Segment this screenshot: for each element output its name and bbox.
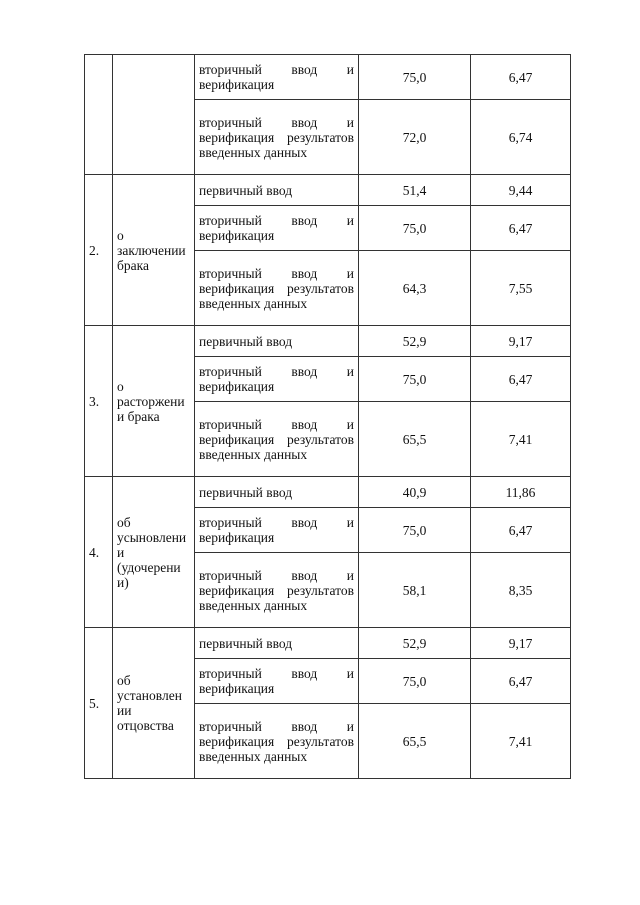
operation-cell: первичный ввод: [195, 628, 359, 659]
row-number: 5.: [85, 628, 113, 779]
row-number: [85, 55, 113, 175]
value-cell: 9,17: [471, 326, 571, 357]
record-type: о расторжени и брака: [113, 326, 195, 477]
value-cell: 9,44: [471, 175, 571, 206]
norms-table: [84, 54, 571, 779]
operation-cell: вторичный ввод и верификация: [195, 55, 359, 100]
value-cell: 64,3: [359, 251, 471, 326]
operation-cell: вторичный ввод и верификация результатов введенных данных: [195, 553, 359, 628]
value-cell: 58,1: [359, 553, 471, 628]
value-cell: 40,9: [359, 477, 471, 508]
operation-cell: вторичный ввод и верификация: [195, 659, 359, 704]
value-cell: 75,0: [359, 206, 471, 251]
table-row: [85, 175, 571, 206]
operation-cell: вторичный ввод и верификация: [195, 357, 359, 402]
operation-cell: первичный ввод: [195, 175, 359, 206]
value-cell: 6,47: [471, 508, 571, 553]
operation-cell: вторичный ввод и верификация: [195, 206, 359, 251]
record-type: [113, 55, 195, 175]
value-cell: 6,47: [471, 659, 571, 704]
value-cell: 51,4: [359, 175, 471, 206]
value-cell: 7,41: [471, 402, 571, 477]
operation-cell: первичный ввод: [195, 326, 359, 357]
table-row: [85, 55, 571, 100]
value-cell: 75,0: [359, 659, 471, 704]
value-cell: 6,47: [471, 55, 571, 100]
row-number: 4.: [85, 477, 113, 628]
value-cell: 72,0: [359, 100, 471, 175]
operation-cell: вторичный ввод и верификация: [195, 508, 359, 553]
value-cell: 52,9: [359, 628, 471, 659]
value-cell: 6,47: [471, 206, 571, 251]
operation-cell: первичный ввод: [195, 477, 359, 508]
operation-cell: вторичный ввод и верификация результатов введенных данных: [195, 704, 359, 779]
operation-cell: вторичный ввод и верификация результатов введенных данных: [195, 251, 359, 326]
operation-cell: вторичный ввод и верификация результатов введенных данных: [195, 100, 359, 175]
row-number: 3.: [85, 326, 113, 477]
value-cell: 75,0: [359, 55, 471, 100]
table-row: [85, 326, 571, 357]
table-row: [85, 628, 571, 659]
value-cell: 75,0: [359, 357, 471, 402]
value-cell: 6,47: [471, 357, 571, 402]
row-number: 2.: [85, 175, 113, 326]
norms-table-body: [85, 55, 571, 779]
value-cell: 52,9: [359, 326, 471, 357]
value-cell: 6,74: [471, 100, 571, 175]
table-row: [85, 477, 571, 508]
value-cell: 9,17: [471, 628, 571, 659]
record-type: об установлен ии отцовства: [113, 628, 195, 779]
value-cell: 75,0: [359, 508, 471, 553]
value-cell: 65,5: [359, 402, 471, 477]
record-type: о заключении брака: [113, 175, 195, 326]
operation-cell: вторичный ввод и верификация результатов введенных данных: [195, 402, 359, 477]
value-cell: 8,35: [471, 553, 571, 628]
value-cell: 7,41: [471, 704, 571, 779]
record-type: об усыновлени и (удочерени и): [113, 477, 195, 628]
value-cell: 7,55: [471, 251, 571, 326]
value-cell: 65,5: [359, 704, 471, 779]
value-cell: 11,86: [471, 477, 571, 508]
